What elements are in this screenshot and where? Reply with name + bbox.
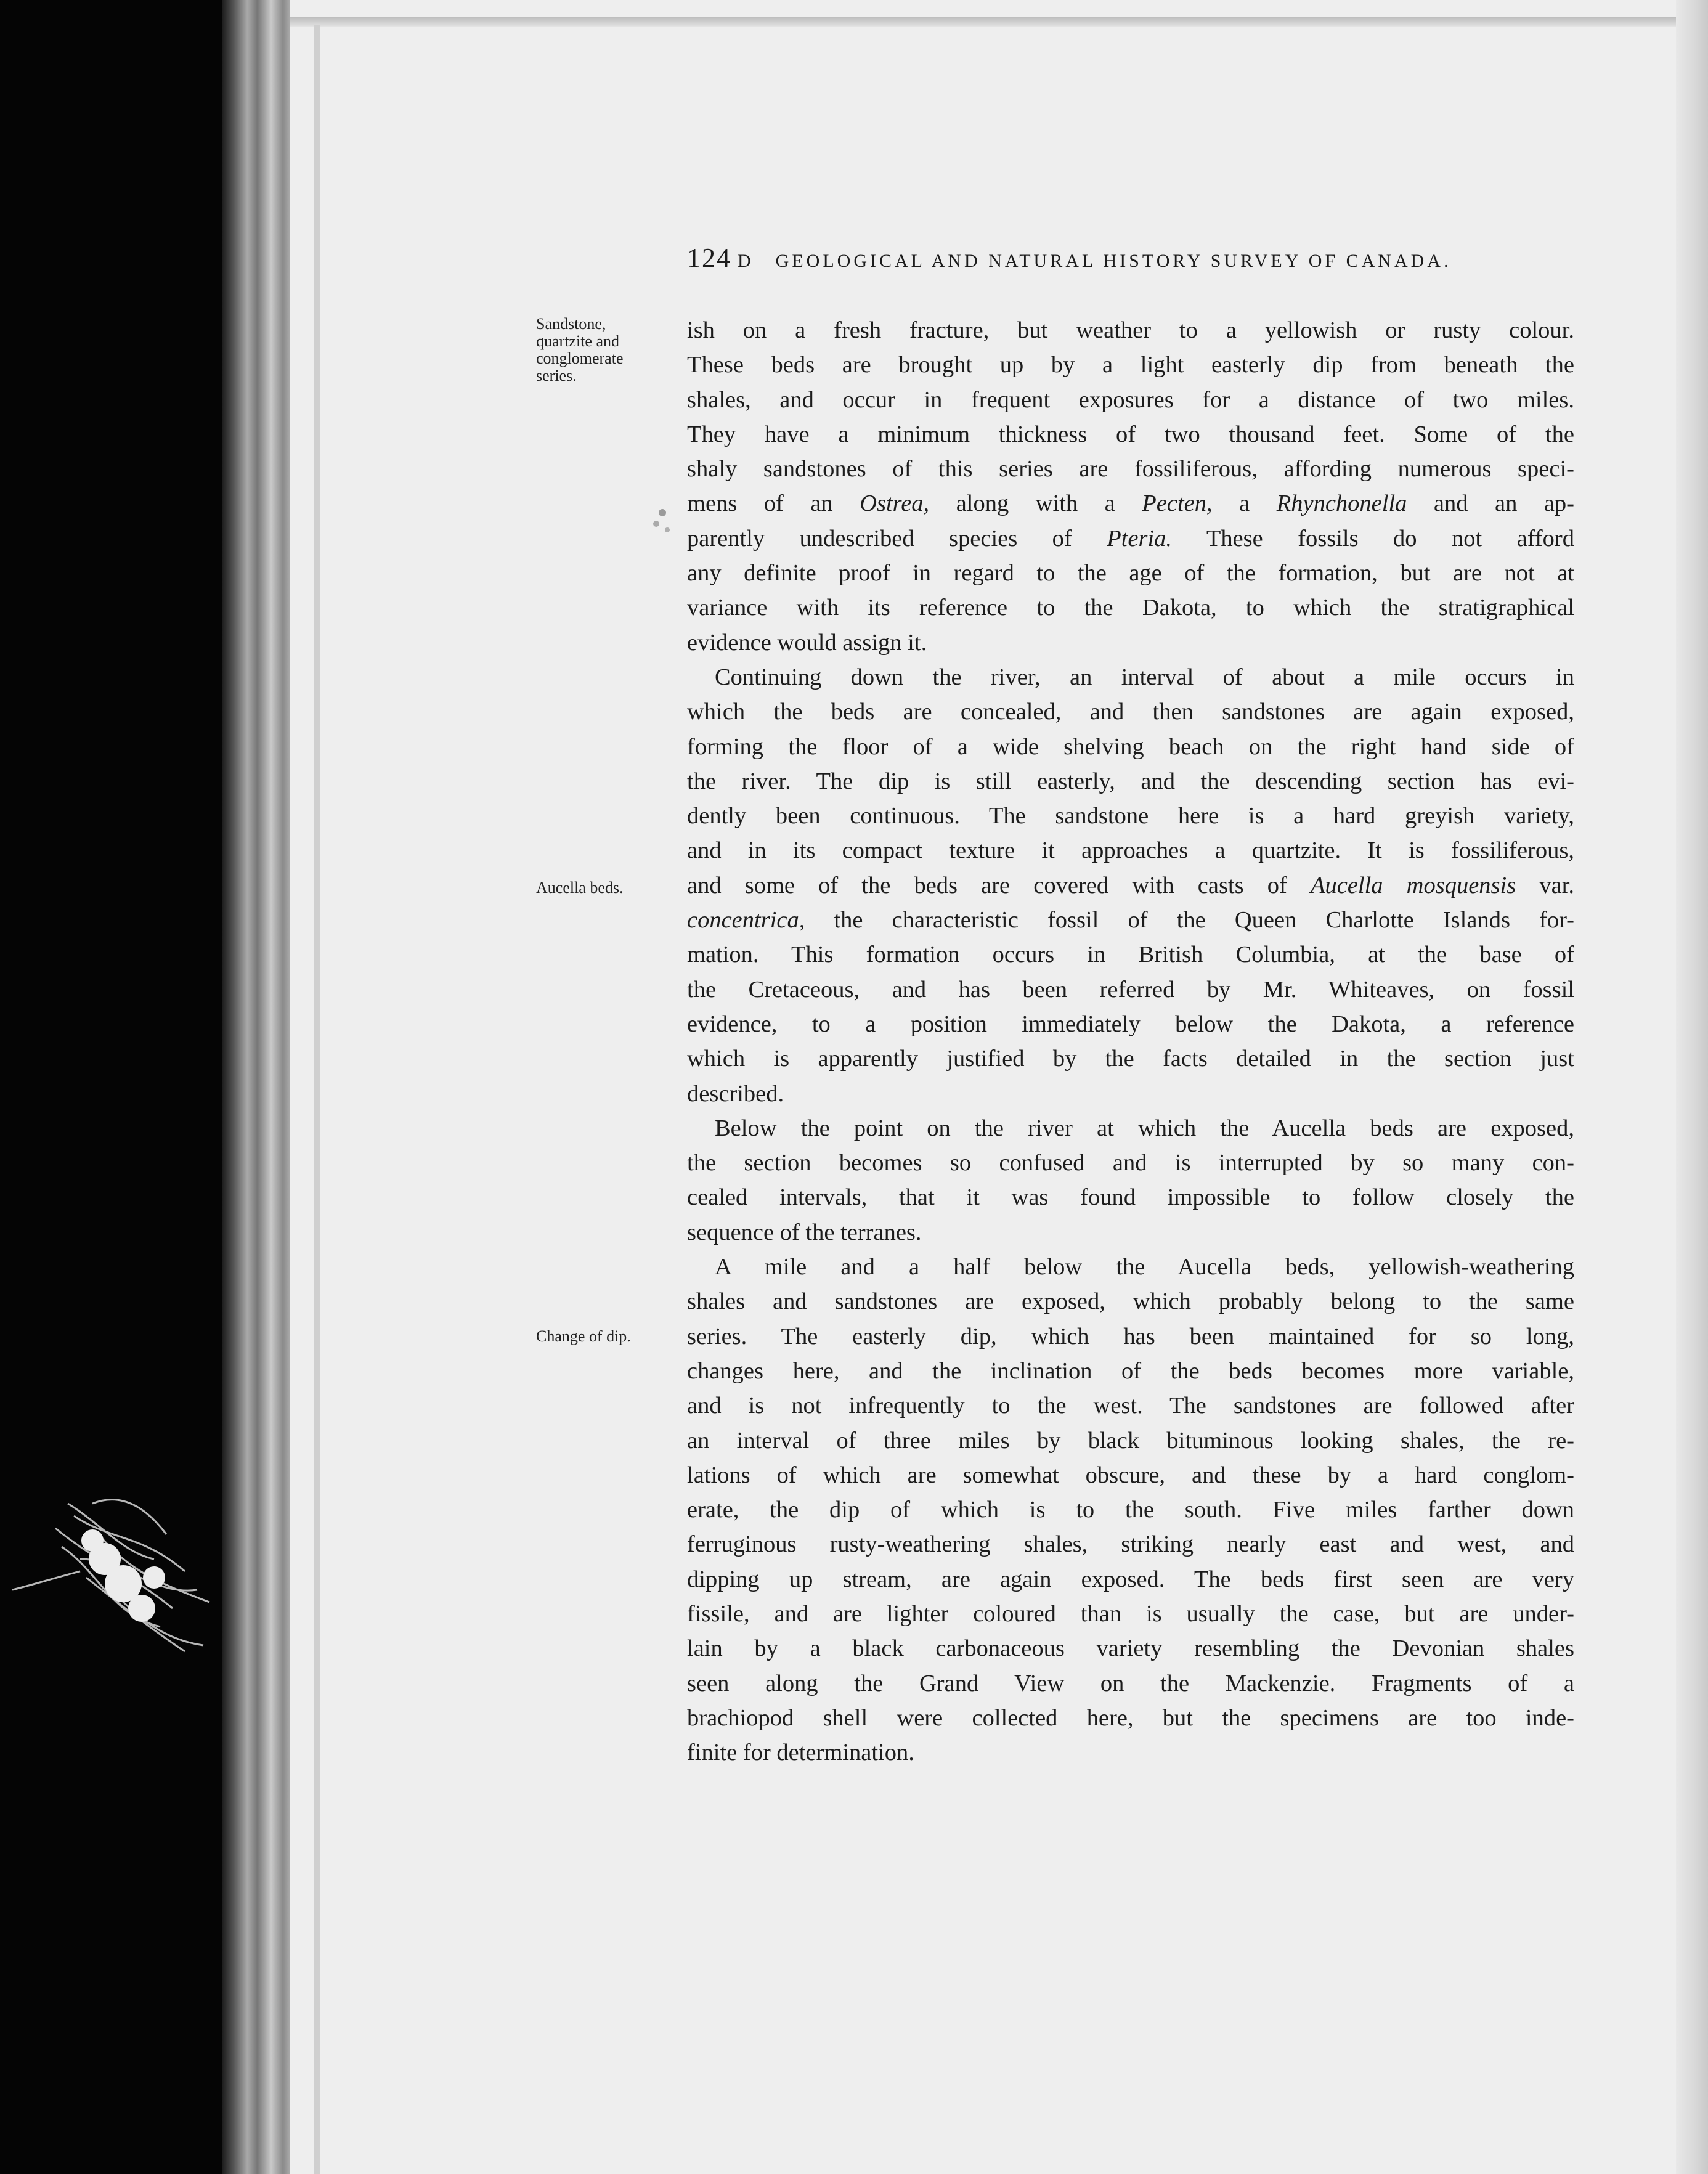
text-segment: finite for determination. [687,1740,914,1766]
running-title: GEOLOGICAL AND NATURAL HISTORY SURVEY OF CANADA. [775,251,1452,271]
text-line [687,1250,1574,1284]
text-line [687,625,1574,660]
marginal-note-sandstone-series: Sandstone, quartzite and conglomerate series. [536,315,624,385]
text-line [687,1735,1574,1770]
text-segment: Continuing down the river, an interval of about a mile occurs in [715,664,1574,690]
text-segment: shales and sandstones are exposed, which probably belong to the same [687,1289,1574,1315]
text-line [687,660,1574,694]
text-line [687,833,1574,868]
text-line [687,1666,1574,1701]
text-segment: which the beds are concealed, and then sandstones are again exposed, [687,699,1574,725]
text-segment: shales, and occur in frequent exposures for a distance of two miles. [687,386,1574,413]
text-line [687,1527,1574,1561]
marginal-note-aucella-beds: Aucella beds. [536,879,624,897]
text-line [687,730,1574,764]
text-line [687,1631,1574,1666]
italic-taxon-name: concentrica, [687,907,805,934]
text-line [687,1319,1574,1354]
text-line [687,903,1574,937]
text-segment: lations of which are somewhat obscure, and these by a hard conglom- [687,1462,1574,1488]
text-segment: the river. The dip is still easterly, and the descending section has evi- [687,768,1574,794]
text-line [687,1111,1574,1146]
text-segment: described. [687,1080,784,1107]
text-line [687,417,1574,452]
text-line [687,1041,1574,1076]
text-segment: cealed intervals, that it was found impossible to follow closely the [687,1184,1574,1211]
text-line [687,1354,1574,1388]
body-text [687,313,1574,1770]
text-segment: seen along the Grand View on the Mackenzie. Fragments of a [687,1670,1574,1696]
text-segment: evidence would assign it. [687,629,927,656]
page-number-suffix: D [738,251,751,271]
text-line [687,1215,1574,1250]
text-segment: any definite proof in regard to the age of the formation, but are not at [687,560,1574,587]
text-segment: variance with its reference to the Dakota, to which the stratigraphical [687,595,1574,621]
text-line [687,556,1574,590]
text-line [687,1388,1574,1423]
text-line [687,313,1574,348]
text-segment: sequence of the terranes. [687,1219,922,1245]
marginal-note-change-of-dip: Change of dip. [536,1327,631,1345]
text-segment: along with a [929,491,1142,517]
text-segment: mens of an [687,491,860,517]
text-segment: erate, the dip of which is to the south. Five miles farther down [687,1497,1574,1523]
text-line [687,486,1574,521]
text-segment: an interval of three miles by black bituminous looking shales, the re- [687,1427,1574,1454]
page-left-edge [314,25,320,2174]
text-segment: fissile, and are lighter coloured than is usually the case, but are under- [687,1600,1574,1627]
text-segment: shaly sandstones of this series are fossiliferous, affording numerous speci- [687,456,1574,482]
text-segment: lain by a black carbonaceous variety resembling the Devonian shales [687,1635,1574,1662]
text-line [687,1077,1574,1111]
text-segment: changes here, and the inclination of the beds becomes more variable, [687,1358,1574,1384]
text-segment: ish on a fresh fracture, but weather to a yellowish or rusty colour. [687,317,1574,343]
page-right-edge [1676,0,1708,2174]
text-segment: var. [1516,872,1574,898]
text-segment: dipping up stream, are again exposed. The beds first seen are very [687,1566,1574,1592]
text-segment: Below the point on the river at which the Aucella beds are exposed, [715,1115,1574,1141]
italic-taxon-name: Aucella mosquensis [1310,872,1516,898]
text-line [687,764,1574,799]
text-line [687,1423,1574,1458]
paper-fibers [0,1467,246,1713]
text-segment: evidence, to a position immediately below the Dakota, a reference [687,1011,1574,1037]
text-segment: the Cretaceous, and has been referred by Mr. Whiteaves, on fossil [687,976,1574,1003]
text-line [687,1180,1574,1215]
text-segment: and in its compact texture it approaches a quartzite. It is fossiliferous, [687,837,1574,864]
text-line [687,590,1574,625]
text-segment: which is apparently justified by the facts detailed in the section just [687,1046,1574,1072]
text-segment: parently undescribed species of [687,525,1107,552]
text-segment: a [1212,491,1277,517]
italic-taxon-name: Pecten, [1142,491,1213,517]
text-segment: mation. This formation occurs in British Columbia, at the base of [687,942,1574,968]
text-segment: They have a minimum thickness of two thousand feet. Some of the [687,421,1574,447]
text-line [687,868,1574,903]
text-line [687,1007,1574,1041]
text-segment: dently been continuous. The sandstone here is a hard greyish variety, [687,803,1574,829]
text-segment: the section becomes so confused and is interrupted by so many con- [687,1150,1574,1176]
text-line [687,348,1574,382]
text-line [687,1458,1574,1492]
text-segment: series. The easterly dip, which has been maintained for so long, [687,1323,1574,1350]
text-line [687,1146,1574,1180]
text-line [687,1701,1574,1735]
italic-taxon-name: Ostrea, [860,491,930,517]
italic-taxon-name: Rhynchonella [1276,491,1407,517]
text-segment: These beds are brought up by a light easterly dip from beneath the [687,352,1574,378]
italic-taxon-name: Pteria. [1107,525,1173,552]
text-line [687,1492,1574,1527]
text-line [687,937,1574,972]
text-line [687,521,1574,556]
text-segment: These fossils do not afford [1172,525,1574,552]
text-segment: and an ap- [1407,491,1574,517]
text-segment: A mile and a half below the Aucella beds, yellowish-weathering [715,1254,1574,1280]
text-line [687,383,1574,417]
text-line [687,694,1574,729]
text-line [687,972,1574,1007]
text-line [687,799,1574,833]
text-segment: and some of the beds are covered with casts of [687,872,1311,898]
text-segment: the characteristic fossil of the Queen Charlotte Islands for- [805,907,1574,934]
page-number: 124 [687,243,731,273]
text-line [687,1562,1574,1597]
text-segment: brachiopod shell were collected here, but the specimens are too inde- [687,1704,1574,1731]
text-line [687,1597,1574,1631]
text-segment: ferruginous rusty-weathering shales, striking nearly east and west, and [687,1531,1574,1558]
text-segment: and is not infrequently to the west. The sandstones are followed after [687,1393,1574,1419]
running-header [687,242,1574,279]
text-segment: forming the floor of a wide shelving beach on the right hand side of [687,733,1574,760]
text-line [687,1284,1574,1319]
ink-smudge [644,499,681,542]
page-top-edge [290,17,1708,27]
text-line [687,452,1574,486]
